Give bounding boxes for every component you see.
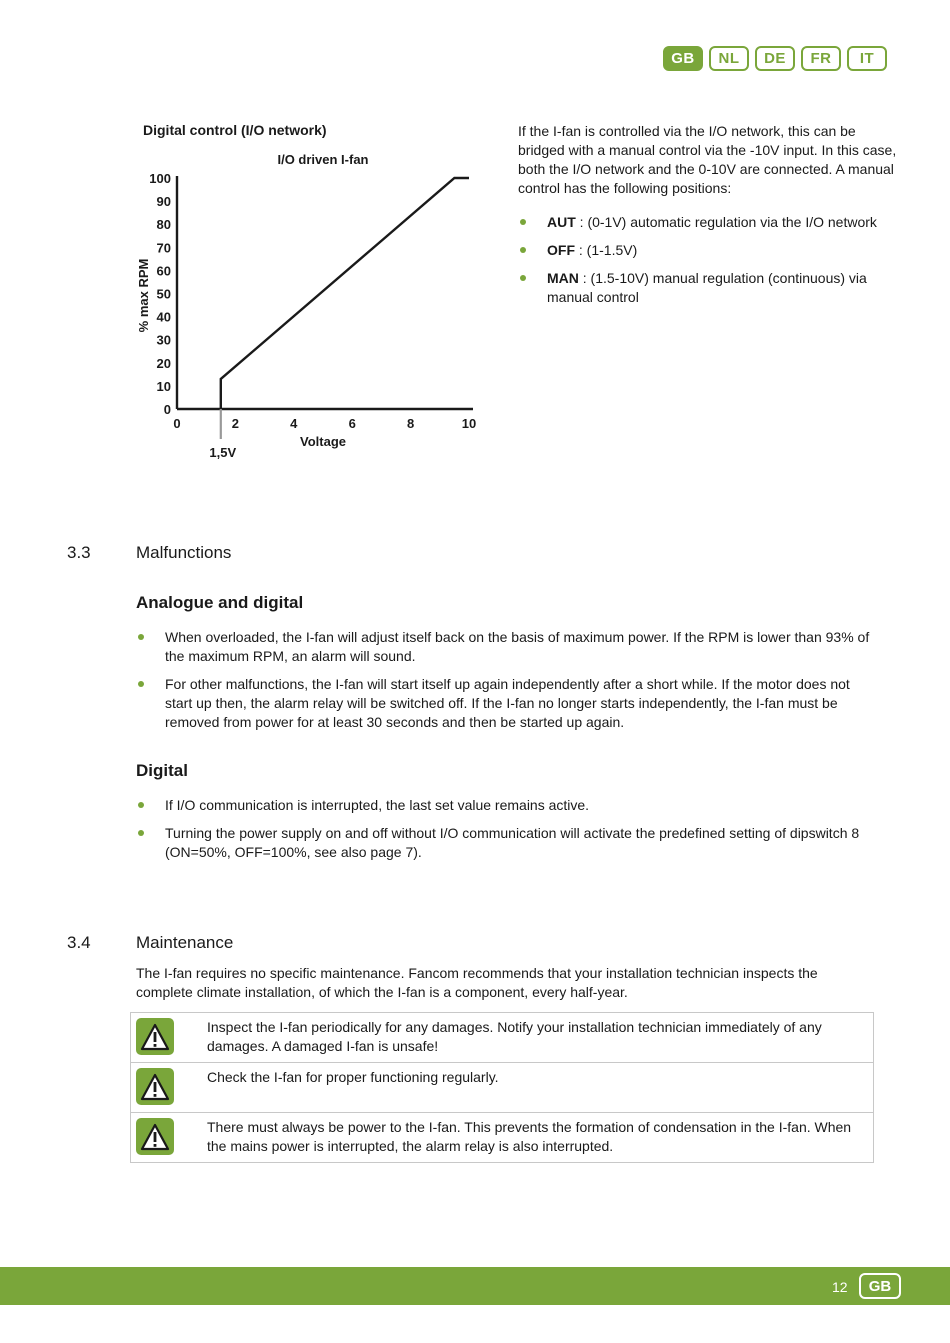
list-item: For other malfunctions, the I-fan will start itself up again independently after a short while. If the motor does not start up then, the alarm relay will be switched off. If the I-fan no longer starts independently, the I-fan must be removed from power for at least 30 seconds and then be started up again.	[136, 675, 876, 732]
mode-item	[518, 241, 898, 260]
digital-list	[136, 796, 876, 871]
lang-tab-gb[interactable]: GB	[663, 46, 703, 71]
y-tick-label: 20	[156, 355, 171, 371]
y-tick-label: 70	[156, 240, 171, 256]
chart-heading: Digital control (I/O network)	[143, 122, 327, 138]
section-number: 3.4	[67, 933, 91, 952]
rpm-voltage-chart	[130, 145, 490, 465]
mode-desc: : (0-1V) automatic regulation via the I/O network	[575, 214, 877, 230]
y-tick-label: 40	[156, 309, 171, 325]
maintenance-text: The I-fan requires no specific maintenance. Fancom recommends that your installation technician inspects the complete climate installation, of which the I-fan is a component, every half-year.	[136, 965, 818, 1000]
lang-tab-nl[interactable]: NL	[709, 46, 749, 71]
manual-control-modes	[518, 213, 898, 316]
x-tick-label: 4	[290, 416, 298, 431]
analogue-digital-list	[136, 628, 876, 741]
list-item: Turning the power supply on and off without I/O communication will activate the predefined setting of dipswitch 8 (ON=50%, OFF=100%, see also page 7).	[136, 824, 876, 862]
list-item: If I/O communication is interrupted, the last set value remains active.	[136, 796, 876, 815]
intro-text: If the I-fan is controlled via the I/O network, this can be bridged with a manual control via the -10V input. In this case, both the I/O network and the 0-10V are connected. A manual control has the following positions:	[518, 123, 897, 196]
list-item: When overloaded, the I-fan will adjust itself back on the basis of maximum power. If the RPM is lower than 93% of the maximum RPM, an alarm will sound.	[136, 628, 876, 666]
x-tick-label: 10	[461, 416, 477, 431]
x-tick-label: 2	[231, 416, 240, 431]
section-number: 3.3	[67, 543, 91, 562]
section-title: Maintenance	[136, 933, 234, 952]
footer-bar	[0, 1267, 950, 1305]
warning-icon	[136, 1018, 174, 1055]
warning-row	[131, 1063, 873, 1113]
chart-title: I/O driven I-fan	[277, 152, 369, 167]
warnings-table	[130, 1012, 874, 1163]
mode-desc: : (1.5-10V) manual regulation (continuous) via manual control	[547, 270, 867, 305]
y-tick-label: 100	[149, 171, 171, 186]
page-number: 12	[832, 1279, 848, 1295]
warning-icon	[136, 1068, 174, 1105]
mode-desc: : (1-1.5V)	[575, 242, 638, 258]
language-tabs	[663, 46, 887, 71]
mode-item	[518, 213, 898, 232]
lang-tab-fr[interactable]: FR	[801, 46, 841, 71]
x-axis-label: Voltage	[300, 434, 346, 449]
subheading-analogue-digital: Analogue and digital	[136, 593, 304, 612]
y-tick-label: 90	[156, 194, 171, 210]
warning-text: Check the I-fan for proper functioning regularly.	[207, 1069, 499, 1085]
warning-row	[131, 1113, 873, 1163]
annotation-label: 1,5V	[209, 445, 237, 460]
y-tick-label: 60	[156, 263, 171, 279]
warning-icon	[136, 1118, 174, 1155]
footer-lang-badge: GB	[859, 1273, 901, 1299]
warning-row	[131, 1013, 873, 1063]
x-tick-label: 6	[348, 416, 356, 431]
lang-tab-it[interactable]: IT	[847, 46, 887, 71]
y-tick-label: 50	[156, 286, 171, 302]
subheading-digital: Digital	[136, 761, 188, 780]
y-tick-label: 10	[156, 378, 171, 394]
x-tick-label: 0	[173, 416, 181, 431]
warning-text: There must always be power to the I-fan. This prevents the formation of condensation in the I-fan. When the mains power is interrupted, the alarm relay is also interrupted.	[207, 1119, 852, 1154]
series-line	[221, 178, 469, 409]
mode-key: MAN	[547, 270, 579, 286]
warning-text: Inspect the I-fan periodically for any damages. Notify your installation technician immediately of any damages. A damaged I-fan is unsafe!	[207, 1019, 822, 1054]
mode-item	[518, 269, 898, 307]
y-tick-label: 80	[156, 217, 171, 233]
mode-key: AUT	[547, 214, 576, 230]
x-tick-label: 8	[406, 416, 415, 431]
y-tick-label: 30	[156, 332, 171, 348]
section-title: Malfunctions	[136, 543, 232, 562]
mode-key: OFF	[547, 242, 575, 258]
lang-tab-de[interactable]: DE	[755, 46, 795, 71]
y-axis-label: % max RPM	[136, 258, 151, 333]
y-tick-label: 0	[163, 402, 171, 417]
